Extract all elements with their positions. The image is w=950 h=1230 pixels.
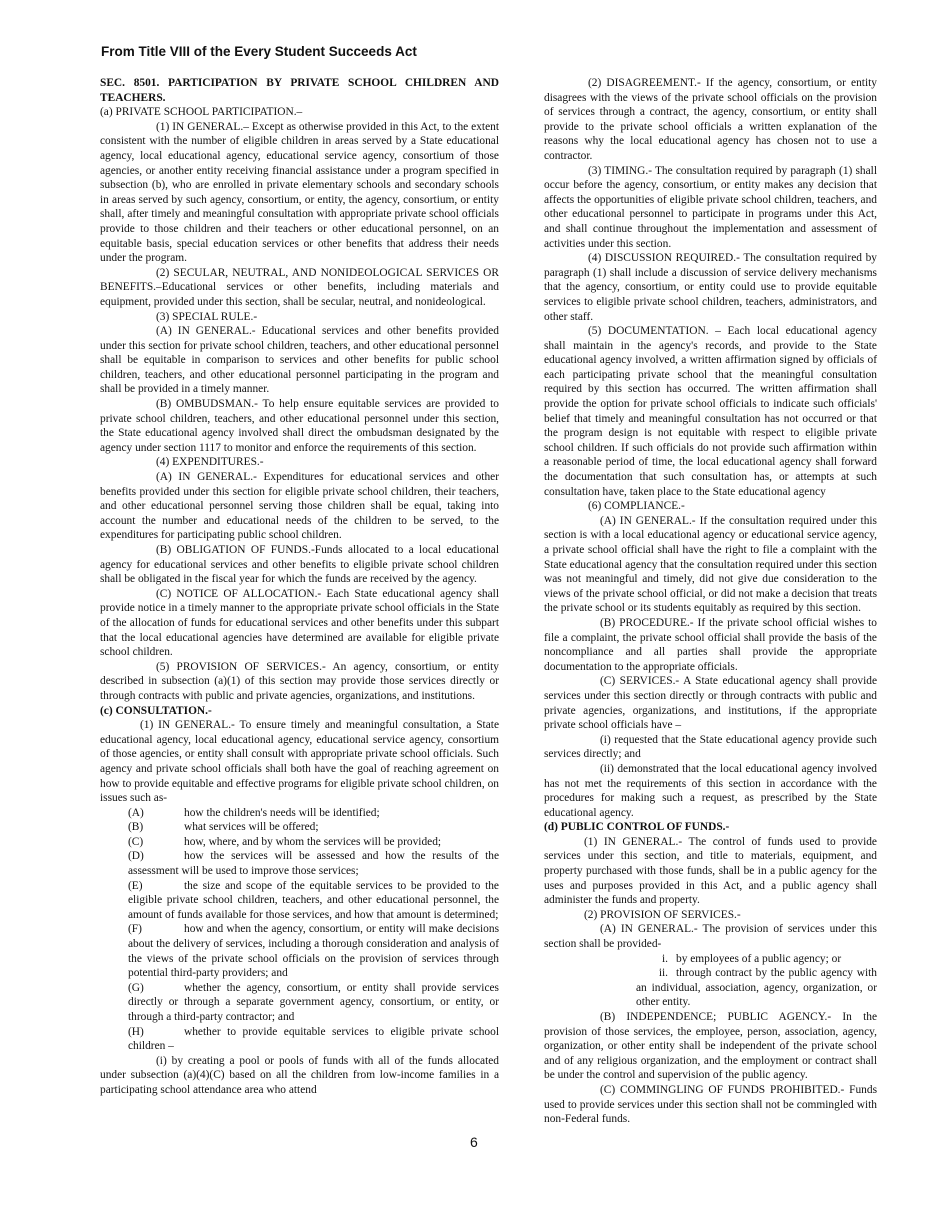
paragraph-text: what services will be offered; bbox=[184, 821, 319, 834]
paragraph-text: (2) PROVISION OF SERVICES.- bbox=[584, 908, 741, 921]
paragraph-text: (i) requested that the State educational agency provide such services directly; and bbox=[544, 733, 877, 761]
paragraph-text: (c) CONSULTATION.- bbox=[100, 704, 212, 717]
item-label: (B) bbox=[128, 821, 144, 834]
paragraph-text: how the services will be assessed and how the results of the assessment will be used to improve those services; bbox=[128, 850, 499, 878]
left-column-paragraph bbox=[100, 922, 499, 980]
left-column-paragraph bbox=[100, 266, 499, 310]
left-column-paragraph bbox=[100, 1054, 499, 1098]
page-title: From Title VIII of the Every Student Succeeds Act bbox=[101, 44, 417, 59]
left-column-paragraph bbox=[100, 879, 499, 923]
paragraph-text: (C) SERVICES.- A State educational agency shall provide services under this section directly or through contracts with public and private agencies, organizations, and institutions, if the appropriate private school officials have – bbox=[544, 675, 877, 732]
paragraph-text: by employees of a public agency; or bbox=[676, 952, 842, 965]
right-column-paragraph bbox=[544, 820, 877, 835]
item-label: (E) bbox=[128, 879, 143, 892]
right-column-paragraph bbox=[544, 1083, 877, 1127]
right-column-paragraph bbox=[544, 966, 877, 1010]
paragraph-text: (A) IN GENERAL.- Educational services and other benefits provided under this section for private school children, teachers, and other educational personnel shall be equitable in comparison to services and other benefits for public school children, teachers, and other educational personnel participating in the program and shall be provided in a timely manner. bbox=[100, 325, 499, 396]
left-column-paragraph bbox=[100, 120, 499, 266]
paragraph-text: how the children's needs will be identified; bbox=[184, 806, 380, 819]
paragraph-text: (a) PRIVATE SCHOOL PARTICIPATION.– bbox=[100, 106, 303, 119]
paragraph-text: whether to provide equitable services to eligible private school children – bbox=[128, 1025, 499, 1053]
paragraph-text: (B) OBLIGATION OF FUNDS.-Funds allocated to a local educational agency for educational services and other benefits to eligible private school children shall be obligated in the fiscal year for which the funds are received by the agency. bbox=[100, 544, 499, 586]
left-column-paragraph bbox=[100, 397, 499, 455]
left-column-paragraph bbox=[100, 718, 499, 806]
left-column-paragraph bbox=[100, 704, 499, 719]
paragraph-text: (2) DISAGREEMENT.- If the agency, consortium, or entity disagrees with the views of the private school officials on the provision of services through a contract, the agency, consortium, or entity shall provide to the private school officials a written explanation of the reasons why the local educational agency has chosen not to use a contractor. bbox=[544, 77, 877, 162]
paragraph-text: (B) PROCEDURE.- If the private school official wishes to file a complaint, the private school official shall provide the basis of the noncompliance and all parties shall provide the appropriate documentation to the appropriate officials. bbox=[544, 616, 877, 673]
paragraph-text: (C) NOTICE OF ALLOCATION.- Each State educational agency shall provide notice in a timely manner to the appropriate private school officials in the State of the allocation of funds for educational services and other benefits under this subpart that the local educational agencies have determined are available for eligible private school children. bbox=[100, 587, 499, 659]
paragraph-text: (1) IN GENERAL.– Except as otherwise provided in this Act, to the extent consistent with the number of eligible children in areas served by a State educational agency, local educational agency, educational service agency, consortium of those agencies, or another entity receiving financial assistance under a program specified in subsection (b), who are enrolled in private elementary schools and secondary schools in areas served by such agency, consortium, or entity, the agency, consortium, or entity shall, after timely and meaningful consultation with appropriate private school officials provide to those children and their teachers or other educational personnel, on an equitable basis, special education services or other benefits that address their needs under the program. bbox=[100, 120, 499, 265]
item-label: ii. bbox=[658, 967, 668, 980]
paragraph-text: (1) IN GENERAL.- To ensure timely and meaningful consultation, a State educational agency, local educational agency, educational service agency, consortium of those agencies, or entity shall consult with appropriate private school officials. Such agency and private school officials shall both have the goal of reaching agreement on how to provide equitable and effective programs for eligible private school children, on issues such as- bbox=[100, 719, 499, 805]
right-column-paragraph bbox=[544, 76, 877, 164]
paragraph-text: (i) by creating a pool or pools of funds with all of the funds allocated under subsection (a)(4)(C) based on all the children from low-income families in a participating school attendance area who attend bbox=[100, 1054, 499, 1096]
paragraph-text: (A) IN GENERAL.- The provision of services under this section shall be provided- bbox=[544, 923, 877, 951]
left-column-paragraph bbox=[100, 660, 499, 704]
paragraph-text: (2) SECULAR, NEUTRAL, AND NONIDEOLOGICAL SERVICES OR BENEFITS.–Educational services or other benefits, including materials and equipment, provided under this section, shall be secular, neutral, and nonideological. bbox=[100, 266, 499, 308]
paragraph-text: (5) PROVISION OF SERVICES.- An agency, consortium, or entity described in subsection (a)(1) of this section may provide those services directly or through contracts with public and private agencies, organizations, and institutions. bbox=[100, 660, 499, 702]
item-label: (G) bbox=[128, 981, 144, 994]
left-column-paragraph bbox=[100, 76, 499, 105]
right-column-paragraph bbox=[544, 1010, 877, 1083]
paragraph-text: (3) SPECIAL RULE.- bbox=[156, 310, 258, 323]
right-column-paragraph bbox=[544, 251, 877, 324]
paragraph-text: the size and scope of the equitable services to be provided to the eligible private school children, teachers, and other educational personnel, the amount of funds available for those services, and how that amount is determined; bbox=[128, 879, 499, 921]
right-column-paragraph bbox=[544, 922, 877, 951]
right-column-paragraph bbox=[544, 324, 877, 499]
left-column-paragraph bbox=[100, 835, 499, 850]
page-number: 6 bbox=[470, 1134, 478, 1150]
paragraph-text: (d) PUBLIC CONTROL OF FUNDS.- bbox=[544, 821, 730, 834]
item-label: (A) bbox=[128, 806, 144, 819]
item-label: i. bbox=[661, 952, 668, 965]
left-column-paragraph bbox=[100, 470, 499, 543]
left-column-paragraph bbox=[100, 587, 499, 660]
left-column-paragraph bbox=[100, 1025, 499, 1054]
paragraph-text: (B) OMBUDSMAN.- To help ensure equitable services are provided to private school children, teachers, and other educational personnel under this section, the State educational agency involved shall direct the ombudsman designated by the agency under section 1117 to monitor and enforce the requirements of this section. bbox=[100, 398, 499, 454]
paragraph-text: how, where, and by whom the services will be provided; bbox=[184, 835, 442, 848]
paragraph-text: (C) COMMINGLING OF FUNDS PROHIBITED.- Funds used to provide services under this section shall not be commingled with non-Federal funds. bbox=[544, 1083, 877, 1126]
left-column-paragraph bbox=[100, 455, 499, 470]
paragraph-text: (4) EXPENDITURES.- bbox=[156, 456, 264, 469]
paragraph-text: (ii) demonstrated that the local educational agency involved has not met the requirements of this section in accordance with the procedures for making such a request, as prescribed by the State educational agency. bbox=[544, 762, 877, 819]
left-column-paragraph bbox=[100, 105, 499, 120]
paragraph-text: (A) IN GENERAL.- If the consultation required under this section is with a local educational agency or educational service agency, a private school official shall have the right to file a complaint with the State educational agency that the consultation required under this section was not meaningful and timely, did not give due consideration to the views of the private school official, or did not make a decision that treats the private school or its students equitably as required by this section. bbox=[544, 514, 877, 615]
left-column bbox=[100, 76, 499, 1098]
paragraph-text: (A) IN GENERAL.- Expenditures for educational services and other benefits provided under this section for eligible private school children, their teachers, and other educational personnel serving those children shall be equal, taking into account the number and educational needs of the children to be served, to the expenditures for participating public school children. bbox=[100, 471, 499, 542]
left-column-paragraph bbox=[100, 849, 499, 878]
paragraph-text: whether the agency, consortium, or entity shall provide services directly or through a separate government agency, consortium, or entity, or through a third-party contractor; and bbox=[128, 981, 499, 1023]
item-label: (D) bbox=[128, 850, 144, 863]
paragraph-text: SEC. 8501. PARTICIPATION BY PRIVATE SCHOOL CHILDREN AND TEACHERS. bbox=[100, 77, 499, 104]
paragraph-text: (4) DISCUSSION REQUIRED.- The consultation required by paragraph (1) shall include a discussion of service delivery mechanisms that the agency, consortium, or entity could use to provide equitable services to eligible private school children, teachers, administrators, and other staff. bbox=[544, 252, 877, 323]
right-column-paragraph bbox=[544, 733, 877, 762]
paragraph-text: (6) COMPLIANCE.- bbox=[588, 500, 685, 513]
left-column-paragraph bbox=[100, 806, 499, 821]
right-column-paragraph bbox=[544, 762, 877, 820]
right-column-paragraph bbox=[544, 616, 877, 674]
paragraph-text: through contract by the public agency with an individual, association, agency, organization, or other entity. bbox=[636, 967, 877, 1009]
item-label: (F) bbox=[128, 923, 142, 936]
left-column-paragraph bbox=[100, 543, 499, 587]
paragraph-text: (B) INDEPENDENCE; PUBLIC AGENCY.- In the provision of those services, the employee, person, association, agency, organization, or other entity shall be independent of the private school and of any religious organization, and the employment or contract shall be under the control and supervision of the public agency. bbox=[544, 1011, 877, 1082]
right-column-paragraph bbox=[544, 164, 877, 252]
paragraph-text: how and when the agency, consortium, or entity will make decisions about the delivery of services, including a thorough consideration and analysis of the views of the private school officials on the provision of services through potential third-party providers; and bbox=[128, 923, 499, 980]
left-column-paragraph bbox=[100, 820, 499, 835]
item-label: (H) bbox=[128, 1025, 144, 1038]
right-column bbox=[544, 76, 877, 1127]
left-column-paragraph bbox=[100, 981, 499, 1025]
paragraph-text: (1) IN GENERAL.- The control of funds used to provide services under this section, and title to materials, equipment, and property purchased with those funds, shall be in a public agency for the uses and purposes provided in this Act, and a public agency shall administer the funds and property. bbox=[544, 835, 877, 907]
paragraph-text: (3) TIMING.- The consultation required by paragraph (1) shall occur before the agency, consortium, or entity makes any decision that affects the opportunities of eligible private school children, teachers, and other educational personnel to participate in programs under this Act, and shall continue throughout the implementation and assessment of activities under this section. bbox=[544, 164, 877, 250]
item-label: (C) bbox=[128, 835, 144, 848]
paragraph-text: (5) DOCUMENTATION. – Each local educational agency shall maintain in the agency's records, and provide to the State educational agency involved, a written affirmation signed by officials of each participating private school that the meaningful consultation required by this section has occurred. The written affirmation shall provide the option for private school officials to indicate such officials' belief that timely and meaningful consultation has not occurred or that the program design is not equitable with respect to eligible private school children. If such officials do not provide such affirmation within a reasonable period of time, the local educational agency shall forward the documentation that such consultation has, or attempts at such consultation have, taken place to the State educational agency bbox=[544, 325, 877, 498]
left-column-paragraph bbox=[100, 324, 499, 397]
left-column-paragraph bbox=[100, 310, 499, 325]
right-column-paragraph bbox=[544, 835, 877, 908]
right-column-paragraph bbox=[544, 499, 877, 514]
right-column-paragraph bbox=[544, 514, 877, 616]
right-column-paragraph bbox=[544, 952, 877, 967]
right-column-paragraph bbox=[544, 674, 877, 732]
right-column-paragraph bbox=[544, 908, 877, 923]
